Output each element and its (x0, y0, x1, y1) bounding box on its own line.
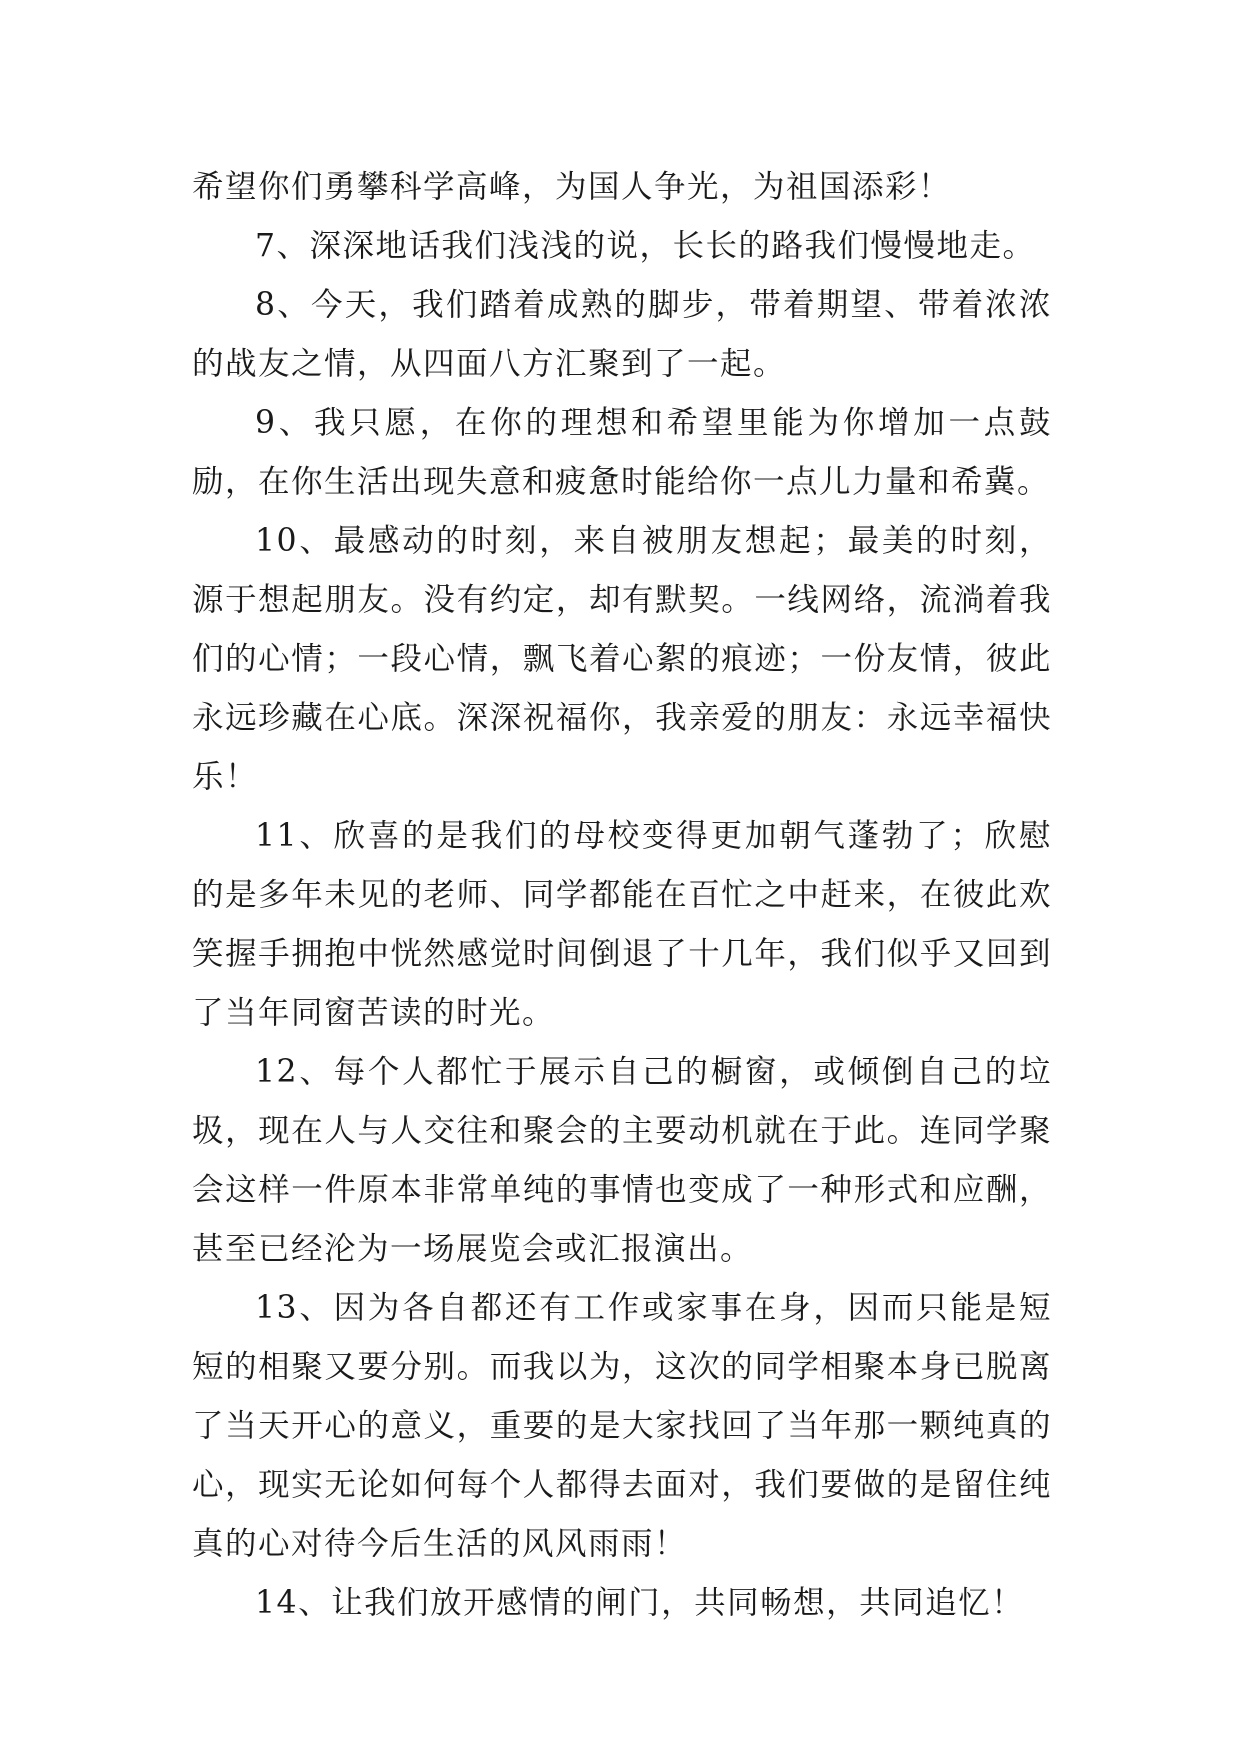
document-body (192, 158, 1052, 1633)
paragraph-item-11: 11、欣喜的是我们的母校变得更加朝气蓬勃了；欣慰的是多年未见的老师、同学都能在百忙之中赶来，在彼此欢笑握手拥抱中恍然感觉时间倒退了十几年，我们似乎又回到了当年同窗苦读的时光。 (192, 818, 1052, 1031)
paragraph-continuation: 希望你们勇攀科学高峰，为国人争光，为祖国添彩！ (192, 169, 952, 205)
paragraph-item-12: 12、每个人都忙于展示自己的橱窗，或倾倒自己的垃圾，现在人与人交往和聚会的主要动机就在于此。连同学聚会这样一件原本非常单纯的事情也变成了一种形式和应酬，甚至已经沦为一场展览会或汇报演出。 (192, 1054, 1052, 1267)
paragraph-item-7: 7、深深地话我们浅浅的说，长长的路我们慢慢地走。 (255, 228, 1036, 264)
paragraph-item-13: 13、因为各自都还有工作或家事在身，因而只能是短短的相聚又要分别。而我以为，这次的同学相聚本身已脱离了当天开心的意义，重要的是大家找回了当年那一颗纯真的心，现实无论如何每个人都得去面对，我们要做的是留住纯真的心对待今后生活的风风雨雨！ (192, 1290, 1052, 1562)
paragraph-item-10: 10、最感动的时刻，来自被朋友想起；最美的时刻，源于想起朋友。没有约定，却有默契。一线网络，流淌着我们的心情；一段心情，飘飞着心絮的痕迹；一份友情，彼此永远珍藏在心底。深深祝福你，我亲爱的朋友：永远幸福快乐！ (192, 523, 1052, 795)
paragraph-item-8: 8、今天，我们踏着成熟的脚步，带着期望、带着浓浓的战友之情，从四面八方汇聚到了一起。 (192, 287, 1052, 382)
paragraph-item-9: 9、我只愿，在你的理想和希望里能为你增加一点鼓励，在你生活出现失意和疲惫时能给你一点儿力量和希冀。 (192, 405, 1052, 500)
paragraph-item-14: 14、让我们放开感情的闸门，共同畅想，共同追忆！ (255, 1585, 1025, 1621)
